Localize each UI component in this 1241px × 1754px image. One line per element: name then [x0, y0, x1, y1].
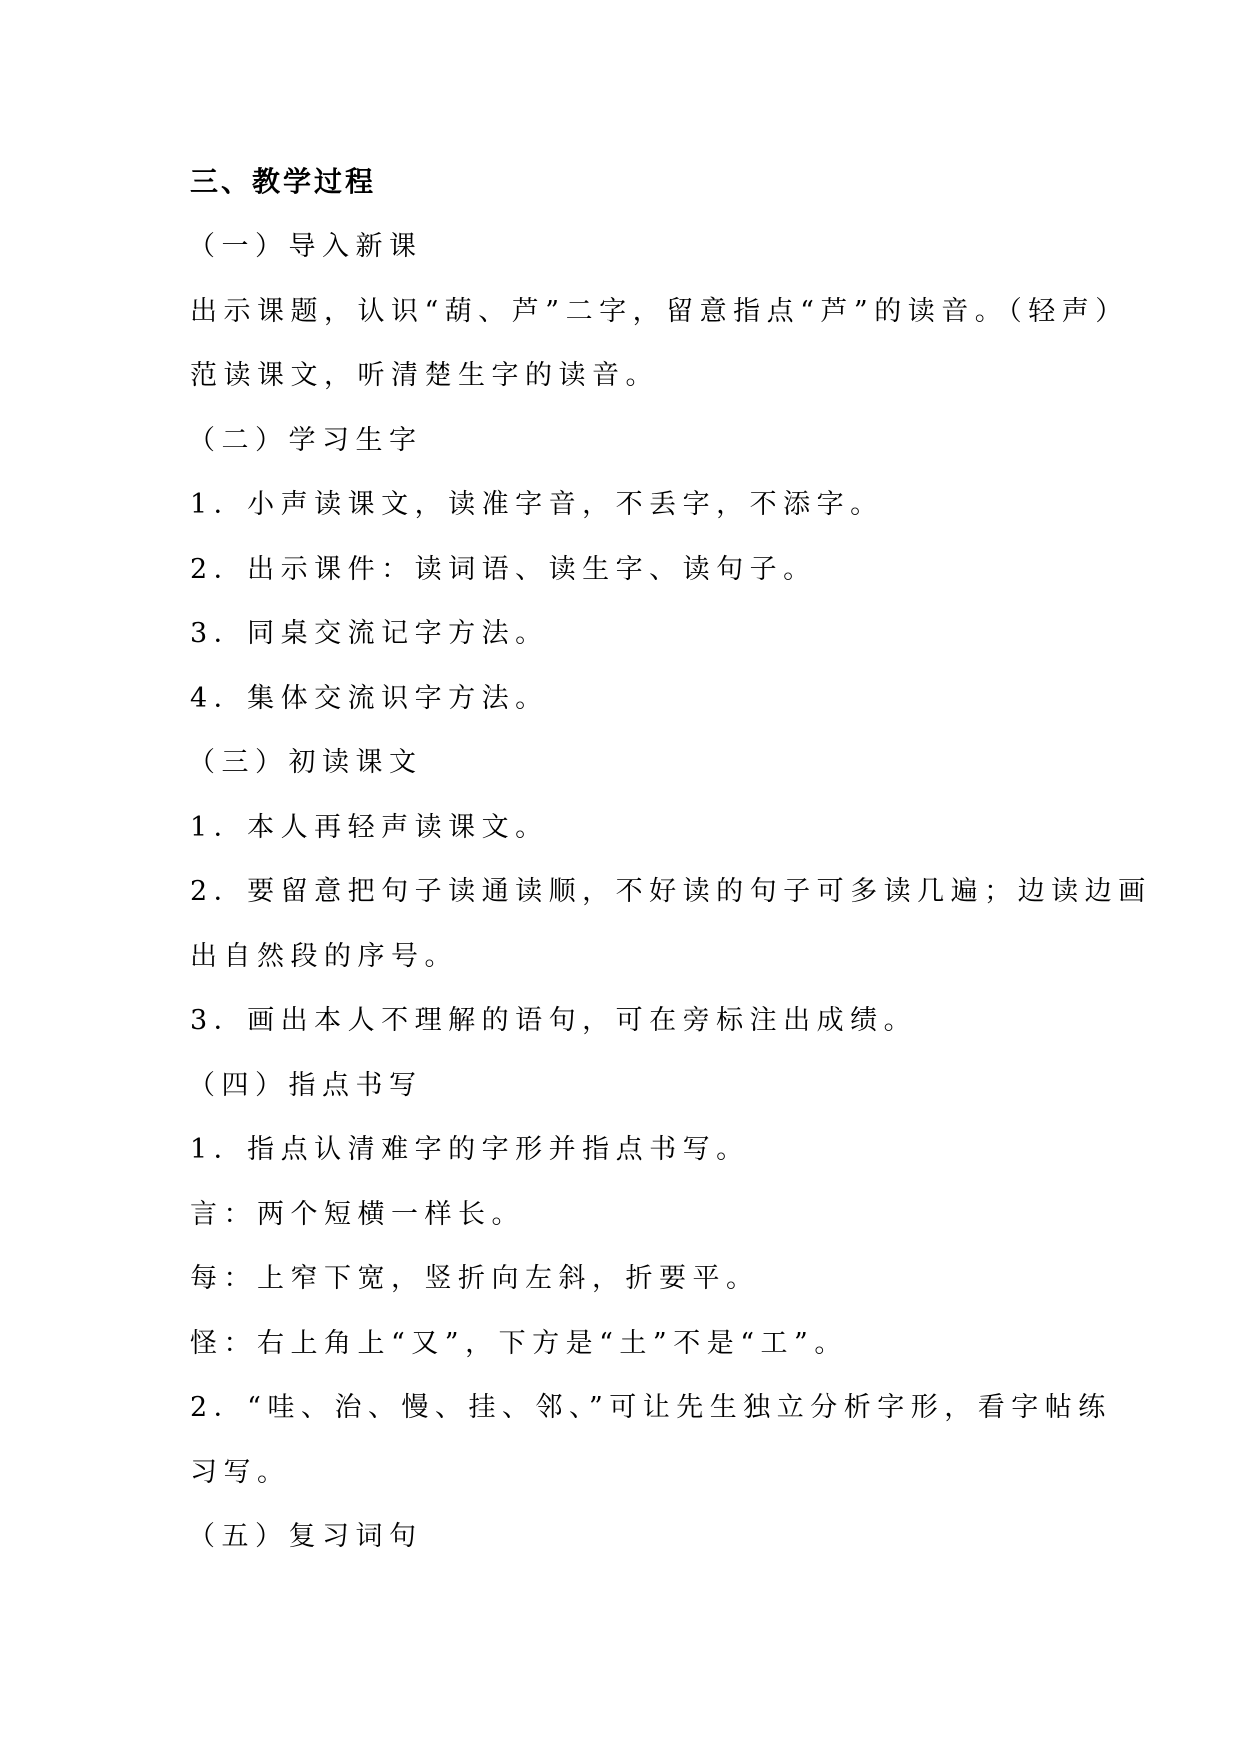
list-item-continuation: 习写。: [190, 1457, 291, 1488]
list-item: 4．集体交流识字方法。: [190, 683, 549, 714]
list-item-continuation: 出自然段的序号。: [190, 941, 458, 972]
section-title: 三、教学过程: [190, 165, 377, 198]
list-item: 2．出示课件：读词语、读生字、读句子。: [190, 554, 817, 585]
paragraph-line: 每：上窄下宽，竖折向左斜，折要平。: [190, 1263, 760, 1294]
subsection-heading: （一）导入新课: [188, 231, 423, 262]
paragraph-line: 出示课题，认识“葫、芦”二字，留意指点“芦”的读音。（轻声）: [190, 296, 1129, 327]
list-item: 2．要留意把句子读通读顺，不好读的句子可多读几遍；边读边画: [190, 876, 1152, 907]
list-item: 3．画出本人不理解的语句，可在旁标注出成绩。: [190, 1005, 918, 1036]
list-item: 1．指点认清难字的字形并指点书写。: [190, 1134, 750, 1165]
list-item: 1．本人再轻声读课文。: [190, 812, 549, 843]
subsection-heading: （三）初读课文: [188, 747, 423, 778]
paragraph-line: 言：两个短横一样长。: [190, 1199, 525, 1230]
list-item: 1．小声读课文，读准字音，不丢字，不添字。: [190, 489, 884, 520]
list-item: 3．同桌交流记字方法。: [190, 618, 549, 649]
paragraph-line: 范读课文，听清楚生字的读音。: [190, 360, 659, 391]
paragraph-line: 怪：右上角上“又”，下方是“土”不是“工”。: [190, 1328, 848, 1359]
list-item: 2．“哇、治、慢、挂、邻、”可让先生独立分析字形，看字帖练: [190, 1392, 1112, 1423]
subsection-heading: （二）学习生字: [188, 425, 423, 456]
subsection-heading: （四）指点书写: [188, 1070, 423, 1101]
subsection-heading: （五）复习词句: [188, 1521, 423, 1552]
